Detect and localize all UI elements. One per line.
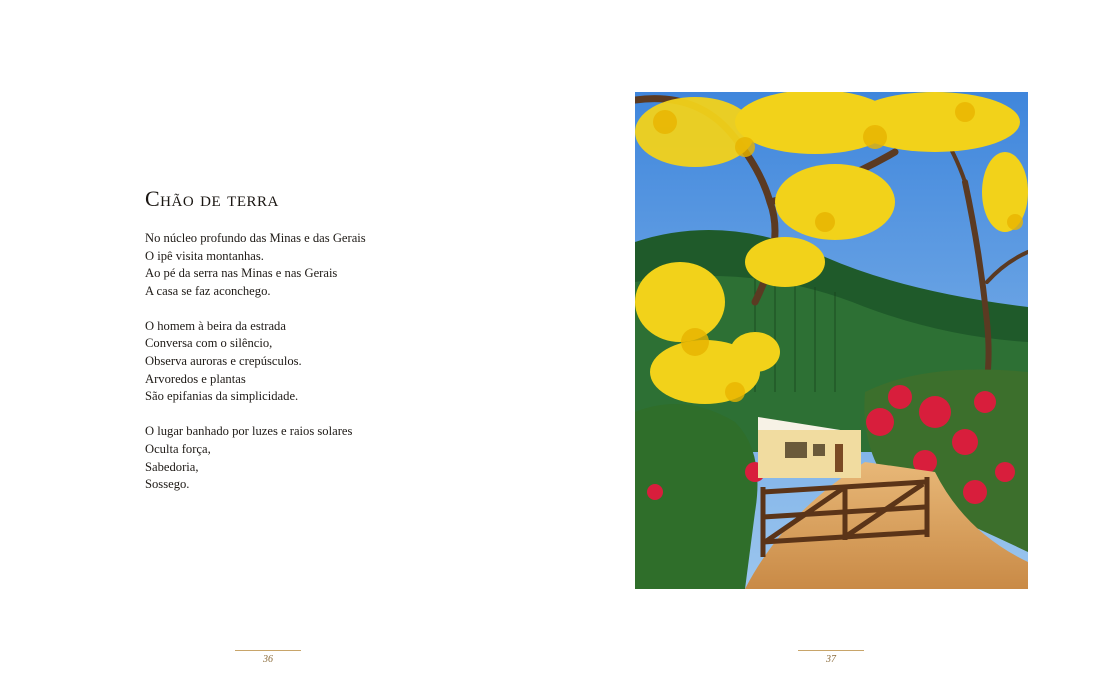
stanza-2	[145, 318, 475, 406]
verse-line: O homem à beira da estrada	[145, 318, 286, 333]
poem-body	[145, 230, 475, 511]
verse-line: Sossego.	[145, 477, 190, 492]
verse-line: São epifanias da simplicidade.	[145, 389, 299, 404]
verse-line: Conversa com o silêncio,	[145, 336, 273, 351]
verse-line: A casa se faz aconchego.	[145, 283, 271, 298]
poem-title: Chão de terra	[145, 186, 279, 211]
verse-line: Oculta força,	[145, 441, 211, 456]
verse-line: Sabedoria,	[145, 459, 199, 474]
verse-line: Ao pé da serra nas Minas e nas Gerais	[145, 266, 338, 281]
page-number-right: 37	[798, 650, 864, 665]
farmhouse-ipe-photo	[635, 92, 1028, 589]
verse-line: O lugar banhado por luzes e raios solares	[145, 424, 353, 439]
verse-line: Arvoredos e plantas	[145, 371, 246, 386]
verse-line: O ipê visita montanhas.	[145, 248, 264, 263]
verse-line: Observa auroras e crepúsculos.	[145, 354, 302, 369]
page-number-left: 36	[235, 650, 301, 665]
stanza-1	[145, 230, 475, 300]
right-page	[550, 0, 1100, 681]
stanza-3	[145, 423, 475, 493]
verse-line: No núcleo profundo das Minas e das Gerais	[145, 231, 366, 245]
